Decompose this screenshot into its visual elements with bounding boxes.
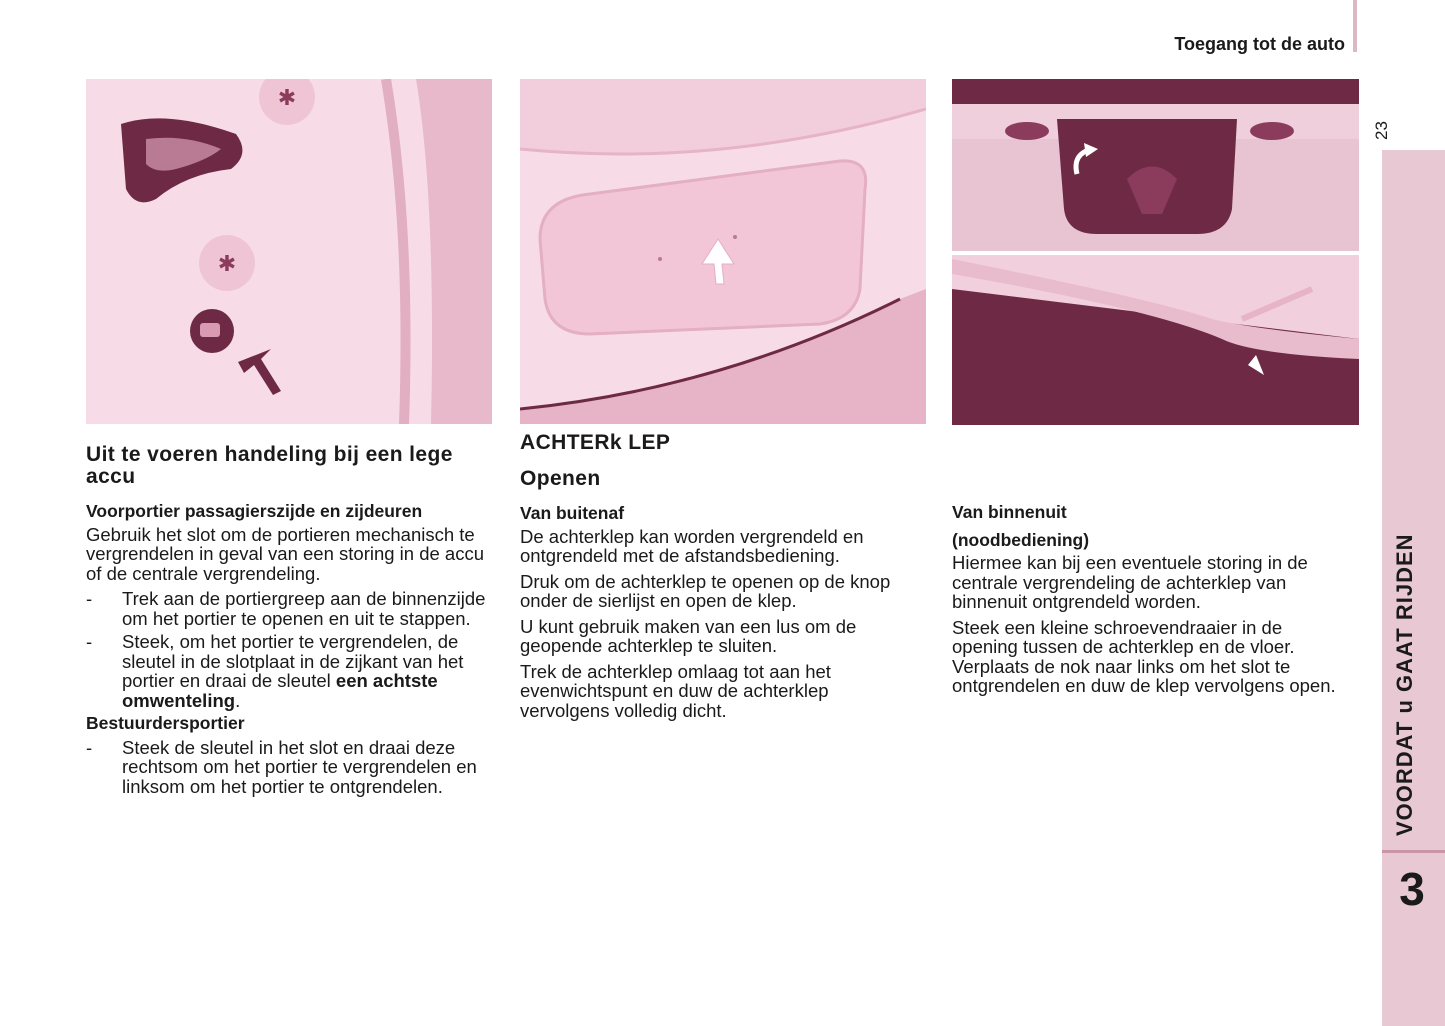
page-number: 23 <box>1372 121 1391 140</box>
list-dash: - <box>86 736 93 758</box>
tailgate-interior-figure <box>952 79 1359 425</box>
section-heading-battery: Uit te voeren handeling bij een lege accu <box>86 443 453 488</box>
subheading-emergency: (noodbediening) <box>952 529 1090 550</box>
list-item-text: Trek aan de portiergreep aan de binnenzijde om het portier te openen en uit te stappen. <box>122 588 486 629</box>
paragraph: Druk om de achterklep te openen op de knop onder de sierlijst en open de klep. <box>520 570 891 611</box>
chapter-label: VOORDAT u GAAT RIJDEN <box>1392 533 1417 836</box>
subheading-outside: Van buitenaf <box>520 503 625 523</box>
list-item <box>86 589 498 628</box>
column-tailgate <box>520 432 920 726</box>
list-item-emphasis: een achtste omwenteling <box>122 670 438 711</box>
paragraph: Trek de achterklep omlaag tot aan het evenwichtspunt en duw de achterklep vervolgens volledig dicht. <box>520 660 831 721</box>
paragraph-intro: Gebruik het slot om de portieren mechanisch te vergrendelen in geval van een storing in de accu of de centrale vergrendeling. <box>86 523 485 584</box>
list-item-text: Steek de sleutel in het slot en draai deze rechtsom om het portier te vergrendelen en linksom om het portier te ontgrendelen. <box>122 736 477 797</box>
svg-text:✱: ✱ <box>277 86 297 111</box>
section-heading-tailgate: ACHTERk LEP <box>520 431 671 454</box>
chapter-number: 3 <box>1399 863 1425 915</box>
section-subheading-open: Openen <box>520 467 601 490</box>
page-header-title: Toegang tot de auto <box>1174 34 1345 54</box>
tailgate-handle-figure <box>520 79 926 424</box>
list-dash: - <box>86 631 93 652</box>
subheading-passenger-doors: Voorportier passagierszijde en zijdeuren <box>86 501 423 521</box>
door-lock-figure <box>86 79 492 424</box>
paragraph: U kunt gebruik maken van een lus om de geopende achterklep te sluiten. <box>520 615 857 656</box>
paragraph: Steek een kleine schroevendraaier in de opening tussen de achterklep en de vloer. Verplaats de nok naar links om het slot te ontgrendelen en duw de klep vervolgens open. <box>952 616 1336 696</box>
column-battery <box>86 444 498 800</box>
list-item <box>86 738 498 797</box>
list-item-end: . <box>235 689 241 711</box>
paragraph: De achterklep kan worden vergrendeld en ontgrendeld met de afstandsbediening. <box>520 525 864 566</box>
subheading-inside: Van binnenuit <box>952 502 1067 522</box>
column-inside <box>952 503 1352 702</box>
svg-text:✱: ✱ <box>217 252 237 277</box>
side-tab-divider <box>1382 850 1445 853</box>
paragraph: Hiermee kan bij een eventuele storing in de centrale vergrendeling de achterklep van binnenuit ontgrendeld worden. <box>952 552 1308 612</box>
header-divider <box>1353 0 1357 52</box>
subheading-driver-door: Bestuurdersportier <box>86 713 245 733</box>
list-item <box>86 632 498 710</box>
list-item-text: Steek, om het portier te vergrendelen, de sleutel in de slotplaat in de zijkant van het portier en draai de sleutel <box>122 631 464 691</box>
list-dash: - <box>86 588 93 609</box>
